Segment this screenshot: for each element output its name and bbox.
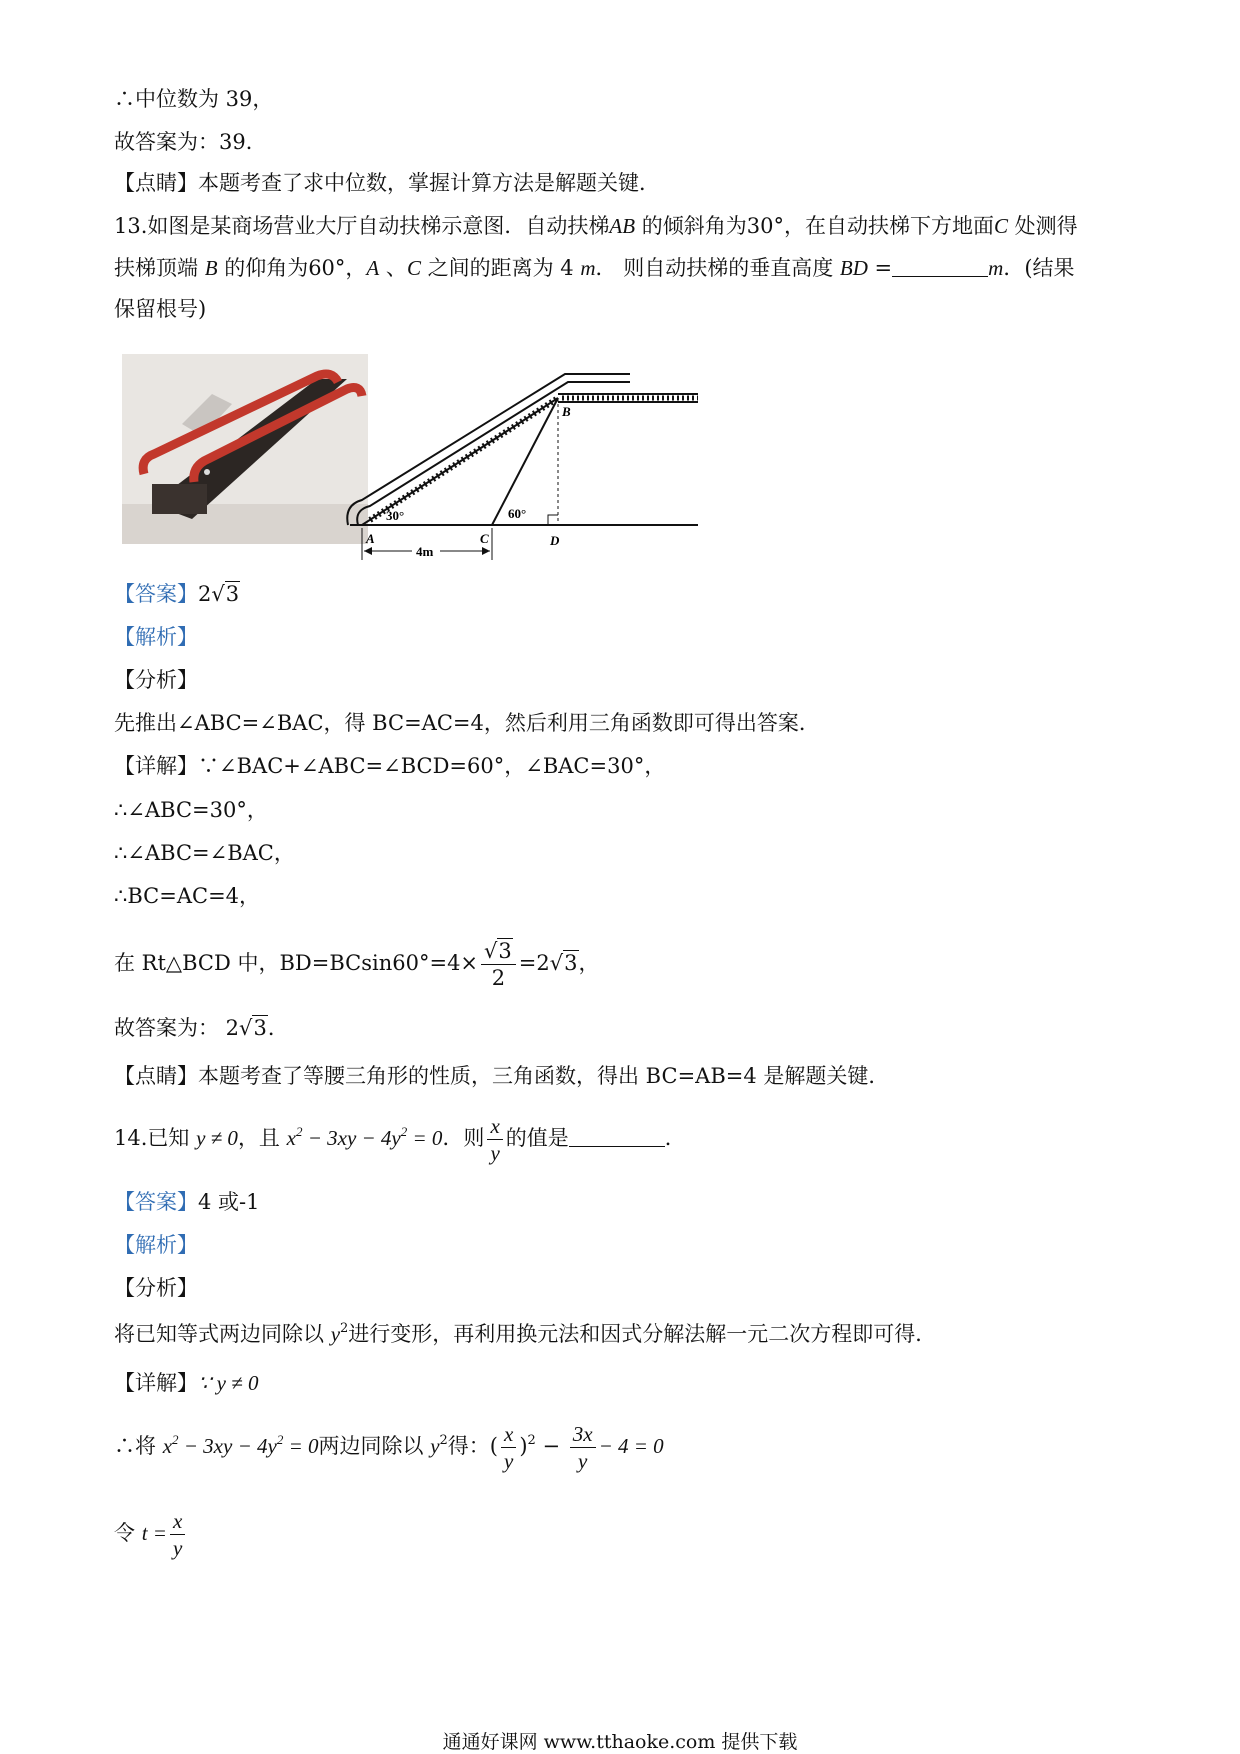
div-frac-2-den: y xyxy=(578,1449,588,1473)
segment-ab xyxy=(362,398,558,525)
gu13-text: 故答案为： 2 xyxy=(114,1016,240,1040)
q13-l2-g: ．(结果 xyxy=(1003,256,1075,280)
q13-l2-a: 扶梯顶端 xyxy=(114,256,205,280)
line-median: ∴中位数为 39， xyxy=(114,87,274,111)
div-eq-mid: − 3xy − 4y xyxy=(178,1434,277,1458)
rt-triangle-step: 在 Rt△BCD 中，BD=BCsin60°=4× $\frac{√3}{2}$ =2√3， xyxy=(114,939,600,990)
answer-summary-13: 故答案为： 2√3． xyxy=(114,1016,289,1040)
div-frac-1-num: x xyxy=(501,1422,516,1448)
fraction-sqrt3-over-2: $\frac{√3}{2}$ xyxy=(481,939,516,990)
q13-l2-b: 的仰角为60°， xyxy=(217,256,367,280)
q13-l2-c: 、 xyxy=(379,256,407,280)
fenxi2-sup: 2 xyxy=(340,1321,349,1336)
div-frac-2-num: 3x xyxy=(570,1422,596,1448)
tag-dianjing: 【点睛】 xyxy=(114,171,198,195)
step-3: ∴BC=AC=4， xyxy=(114,884,261,908)
let-frac-den: y xyxy=(172,1536,183,1560)
answer-14-text: 4 或-1 xyxy=(198,1190,260,1214)
q13-var-c: C xyxy=(993,214,1008,238)
fenxi2-a: 将已知等式两边同除以 xyxy=(114,1322,331,1346)
q14-text-d: 的值是 xyxy=(505,1126,569,1150)
div-y: y xyxy=(430,1434,440,1458)
q13-l2-var-b: B xyxy=(204,256,218,280)
div-eq-tail: − 4 = 0 xyxy=(598,1434,664,1458)
answer-13 xyxy=(114,581,240,607)
answer-blank-13 xyxy=(892,258,988,277)
xiangjie-14 xyxy=(114,1370,258,1396)
div-sq-sup: 2 xyxy=(527,1433,536,1448)
q14-condition: y ≠ 0 xyxy=(196,1126,238,1150)
distance-label: 4m xyxy=(416,544,434,559)
tag-xiangjie-14: 【详解】 xyxy=(114,1371,198,1395)
div-a: ∴将 xyxy=(114,1434,163,1458)
q13-l2-e: ． 则自动扶梯的垂直高度 xyxy=(595,256,840,280)
q13-line-3: 保留根号) xyxy=(114,297,207,321)
q13-text-b: 的倾斜角为30°，在自动扶梯下方地面 xyxy=(635,214,994,238)
tag-jiexi-14: 【解析】 xyxy=(114,1233,198,1257)
q14-line xyxy=(114,1110,686,1166)
let-frac xyxy=(170,1509,185,1560)
q13-line-1 xyxy=(114,213,1078,239)
let-frac-num: x xyxy=(170,1509,185,1535)
div-b: 两边同除以 xyxy=(318,1434,431,1458)
div-eq-sup-2: 2 xyxy=(276,1432,284,1447)
point-a-label: A xyxy=(366,531,375,546)
rt-radicand: 3 xyxy=(564,951,578,975)
div-c: 得： xyxy=(447,1434,490,1458)
q14-equation xyxy=(287,1126,443,1150)
rt-text-a: 在 Rt△BCD 中，BD=BCsin60°=4× xyxy=(114,951,479,975)
rt-numerator: 3 xyxy=(498,939,512,963)
div-equation xyxy=(163,1434,319,1458)
fenxi-13-text: 先推出∠ABC=∠BAC，得 BC=AC=4，然后利用三角函数即可得出答案． xyxy=(114,711,820,735)
tag-jiexi-13: 【解析】 xyxy=(114,625,198,649)
xiangjie-14-text: ∵ y ≠ 0 xyxy=(198,1371,259,1395)
fenxi-14-text xyxy=(114,1321,936,1347)
q13-l2-var-c: C xyxy=(406,256,421,280)
div-frac-1-den: y xyxy=(504,1449,514,1473)
rt-text-b: =2 xyxy=(518,951,550,975)
rt-text-c: ， xyxy=(578,951,600,975)
let-a: 令 xyxy=(114,1521,142,1545)
photo-light xyxy=(204,469,210,475)
q14-text-a: 14.已知 xyxy=(114,1126,197,1150)
escalator-inner-rail xyxy=(357,382,630,525)
div-frac-2 xyxy=(570,1422,596,1473)
q13-l2-var-a: A xyxy=(366,256,380,280)
tag-answer: 【答案】 xyxy=(114,582,198,606)
tag-dianjing-13: 【点睛】 xyxy=(114,1064,198,1088)
let-t: t = xyxy=(141,1521,167,1545)
fenxi2-b: 进行变形，再利用换元法和因式分解法解一元二次方程即可得． xyxy=(348,1322,937,1346)
line-answer-12: 故答案为：39． xyxy=(114,130,267,154)
q13-l2-var-bd: BD xyxy=(839,256,868,280)
q13-var-ab: AB xyxy=(609,214,636,238)
fraction-x-over-y xyxy=(487,1114,502,1165)
q14-text-c: ．则 xyxy=(442,1126,485,1150)
eq-x: x xyxy=(286,1126,296,1150)
answer-13-radicand: 3 xyxy=(225,582,240,606)
dianjing-13-text: 本题考查了等腰三角形的性质，三角函数，得出 BC=AB=4 是解题关键． xyxy=(198,1064,890,1088)
gu13-end: ． xyxy=(267,1016,289,1040)
tag-fenxi-14: 【分析】 xyxy=(114,1276,198,1300)
q13-text-c: 处测得 xyxy=(1007,214,1078,238)
angle-c-label: 60° xyxy=(508,506,527,521)
sqrt-3: √3 xyxy=(211,582,240,606)
eq-sup-1: 2 xyxy=(295,1124,303,1139)
right-angle-mark xyxy=(548,515,558,525)
dianjing-text: 本题考查了求中位数，掌握计算方法是解题关键． xyxy=(198,171,660,195)
escalator-diagram xyxy=(340,360,700,560)
step-2: ∴∠ABC=∠BAC， xyxy=(114,841,295,865)
division-step: ∴将 $x^2 - 3xy - 4y^2 = 0$两边同除以 $y^2$得：( $\frac{x}{y}$ )$^2$ − $\frac{3x}{y}$ − 4 = 0 xyxy=(114,1422,664,1473)
q13-text-a: 13.如图是某商场营业大厅自动扶梯示意图．自动扶梯 xyxy=(114,214,610,238)
let-t-step xyxy=(114,1505,188,1561)
q14-denominator: y xyxy=(490,1141,500,1165)
eq-end: = 0 xyxy=(407,1126,443,1150)
q13-l2-var-m2: m xyxy=(988,256,1004,280)
q13-line-2 xyxy=(114,255,1075,281)
step-1: ∴∠ABC=30°， xyxy=(114,798,268,822)
page-footer: 通通好课网 www.tthaoke.com 提供下载 xyxy=(442,1731,798,1753)
fenxi2-y: y xyxy=(330,1322,341,1346)
div-frac-1 xyxy=(501,1422,516,1473)
eq-mid: − 3xy − 4y xyxy=(302,1126,401,1150)
q13-l2-f: = xyxy=(867,256,893,280)
escalator-photo xyxy=(122,354,368,544)
q14-numerator: x xyxy=(487,1114,502,1140)
photo-base xyxy=(152,484,207,514)
point-c-label: C xyxy=(480,531,489,546)
q13-l2-d: 之间的距离为 4 xyxy=(420,256,581,280)
point-d-label: D xyxy=(550,533,560,548)
answer-blank-14 xyxy=(569,1128,665,1147)
tag-fenxi-13: 【分析】 xyxy=(114,668,198,692)
rt-denominator: 2 xyxy=(491,966,506,990)
eq-sup-2: 2 xyxy=(400,1124,408,1139)
xiangjie-13-text: ∵∠BAC+∠ABC=∠BCD=60°，∠BAC=30°， xyxy=(198,754,666,778)
line-dianjing-12 xyxy=(114,170,660,196)
xiangjie-13 xyxy=(114,753,665,779)
angle-a-label: 30° xyxy=(386,508,405,523)
div-eq-sup-1: 2 xyxy=(172,1432,179,1447)
q13-l2-var-m: m xyxy=(580,256,596,280)
tag-xiangjie: 【详解】 xyxy=(114,754,198,778)
gu13-radicand: 3 xyxy=(253,1016,267,1040)
q14-text-b: ，且 xyxy=(237,1126,287,1150)
dianjing-13 xyxy=(114,1063,889,1089)
answer-13-coef: 2 xyxy=(198,582,212,606)
div-y-sup: 2 xyxy=(439,1433,448,1448)
answer-14 xyxy=(114,1189,260,1215)
q14-text-e: ． xyxy=(664,1126,686,1150)
tag-answer-14: 【答案】 xyxy=(114,1190,198,1214)
div-eq-end: = 0 xyxy=(283,1434,319,1458)
point-b-label: B xyxy=(562,404,571,419)
div-eq-x: x xyxy=(162,1434,173,1458)
